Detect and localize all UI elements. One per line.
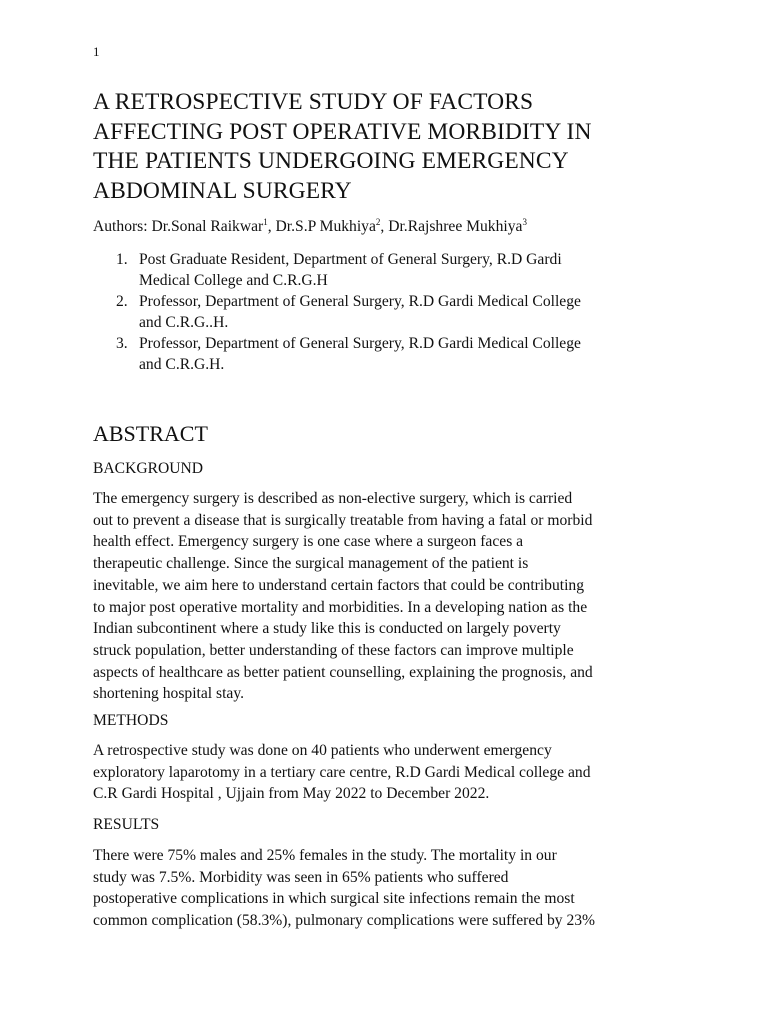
author-separator: , <box>380 218 389 235</box>
title-line: A RETROSPECTIVE STUDY OF FACTORS <box>93 89 534 115</box>
affiliation-text-line: Medical College and C.R.G.H <box>139 272 328 289</box>
paragraph-line: out to prevent a disease that is surgically treatable from having a fatal or morbid <box>93 511 593 529</box>
title-line: AFFECTING POST OPERATIVE MORBIDITY IN <box>93 118 592 145</box>
author-name: Dr.Rajshree Mukhiya <box>388 218 523 235</box>
author-name: Dr.S.P Mukhiya <box>275 218 376 235</box>
paragraph-line: shortening hospital stay. <box>93 685 245 703</box>
paragraph-line: Indian subcontinent where a study like this is conducted on largely poverty <box>93 620 561 638</box>
paragraph-line: therapeutic challenge. Since the surgical management of the patient is <box>93 555 529 573</box>
methods-paragraph <box>93 740 683 805</box>
paragraph-line: study was 7.5%. Morbidity was seen in 65% patients who suffered <box>93 868 509 886</box>
affiliation-number: 3. <box>116 335 128 352</box>
authors-line <box>93 217 527 237</box>
paragraph-line: common complication (58.3%), pulmonary complications were suffered by 23% <box>93 912 596 930</box>
author-affiliation-marker: 3 <box>522 216 527 227</box>
affiliation-text-line: Professor, Department of General Surgery, R.D Gardi Medical College <box>139 335 581 352</box>
paragraph-line: struck population, better understanding of these factors can improve multiple <box>93 641 574 659</box>
paragraph-line: aspects of healthcare as better patient counselling, explaining the prognosis, and <box>93 663 593 681</box>
affiliation-item <box>93 291 673 333</box>
author-name: Dr.Sonal Raikwar <box>151 218 264 235</box>
background-heading: BACKGROUND <box>93 460 204 477</box>
paragraph-line: exploratory laparotomy in a tertiary care centre, R.D Gardi Medical college and <box>93 763 591 781</box>
results-heading: RESULTS <box>93 816 160 833</box>
paragraph-line: The emergency surgery is described as non-elective surgery, which is carried <box>93 490 573 507</box>
paragraph-line: inevitable, we aim here to understand certain factors that could be contributing <box>93 576 585 594</box>
background-paragraph <box>93 488 683 705</box>
paragraph-line: There were 75% males and 25% females in the study. The mortality in our <box>93 847 557 864</box>
affiliation-text-line: Professor, Department of General Surgery, R.D Gardi Medical College <box>139 293 581 310</box>
paper-title <box>93 88 693 206</box>
paragraph-line: C.R Gardi Hospital , Ujjain from May 2022 to December 2022. <box>93 785 490 803</box>
affiliation-number: 2. <box>116 293 128 310</box>
affiliation-text-line: Post Graduate Resident, Department of General Surgery, R.D Gardi <box>139 251 562 268</box>
affiliation-text-line: and C.R.G..H. <box>139 314 229 331</box>
affiliation-number: 1. <box>116 251 128 268</box>
paragraph-line: to major post operative mortality and morbidities. In a developing nation as the <box>93 598 588 616</box>
title-line: ABDOMINAL SURGERY <box>93 177 352 204</box>
paragraph-line: postoperative complications in which surgical site infections remain the most <box>93 890 575 908</box>
affiliation-item <box>93 333 673 375</box>
authors-prefix: Authors: <box>93 218 152 235</box>
title-line: THE PATIENTS UNDERGOING EMERGENCY <box>93 148 569 174</box>
affiliation-text-line: and C.R.G.H. <box>139 356 225 373</box>
author-separator: , <box>267 218 276 235</box>
paragraph-line: health effect. Emergency surgery is one case where a surgeon faces a <box>93 533 524 551</box>
paragraph-line: A retrospective study was done on 40 patients who underwent emergency <box>93 742 552 759</box>
results-paragraph <box>93 845 683 932</box>
author-affiliation-marker: 2 <box>375 216 381 227</box>
affiliations-list <box>93 249 673 375</box>
methods-heading: METHODS <box>93 712 169 729</box>
author-affiliation-marker: 1 <box>263 216 268 227</box>
abstract-heading: ABSTRACT <box>93 421 208 446</box>
affiliation-item <box>93 249 673 291</box>
page-number: 1 <box>93 44 100 59</box>
